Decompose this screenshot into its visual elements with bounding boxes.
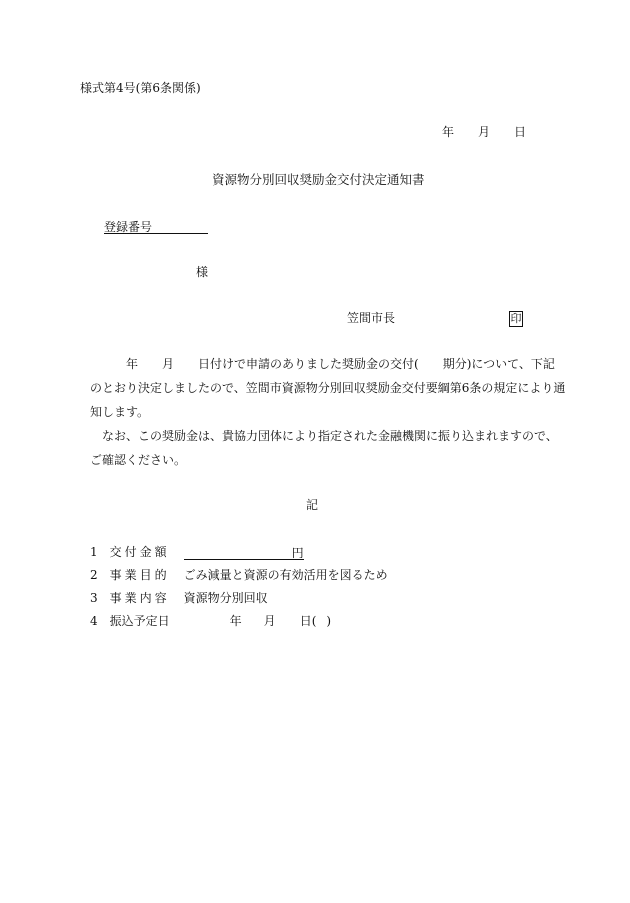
item-3: 3 事業内容 資源物分別回収 bbox=[90, 591, 268, 605]
paragraph1-line3: 知します。 bbox=[90, 405, 150, 419]
recipient-honorific: 様 bbox=[196, 265, 209, 279]
paragraph1-line1: 年 月 日付けで申請のありました奨励金の交付( 期分)について、下記 bbox=[126, 357, 555, 371]
paragraph1-line2: のとおり決定しましたので、笠間市資源物分別回収奨励金交付要綱第6条の規定により通 bbox=[90, 381, 566, 395]
date-year: 年 bbox=[442, 125, 455, 139]
date-day: 日 bbox=[514, 125, 527, 139]
registration-label: 登録番号 bbox=[104, 219, 208, 234]
item-4: 4 振込予定日 年 月 日( ) bbox=[90, 614, 332, 628]
paragraph2-line1: なお、この奨励金は、貴協力団体により指定された金融機関に振り込まれますので、 bbox=[102, 429, 558, 443]
form-id: 様式第4号(第6条関係) bbox=[80, 81, 201, 95]
document-title: 資源物分別回収奨励金交付決定通知書 bbox=[212, 172, 425, 187]
item-2: 2 事業目的 ごみ減量と資源の有効活用を図るため bbox=[90, 568, 388, 582]
seal-mark: 印 bbox=[510, 312, 522, 325]
note-heading: 記 bbox=[306, 498, 319, 512]
paragraph2-line2: ご確認ください。 bbox=[90, 453, 187, 467]
registration-number bbox=[104, 218, 208, 234]
item-1: 1 交付金額 円 bbox=[90, 545, 304, 560]
issuer-name: 笠間市長 bbox=[347, 311, 396, 325]
date-month: 月 bbox=[478, 125, 491, 139]
date-line bbox=[442, 124, 526, 140]
